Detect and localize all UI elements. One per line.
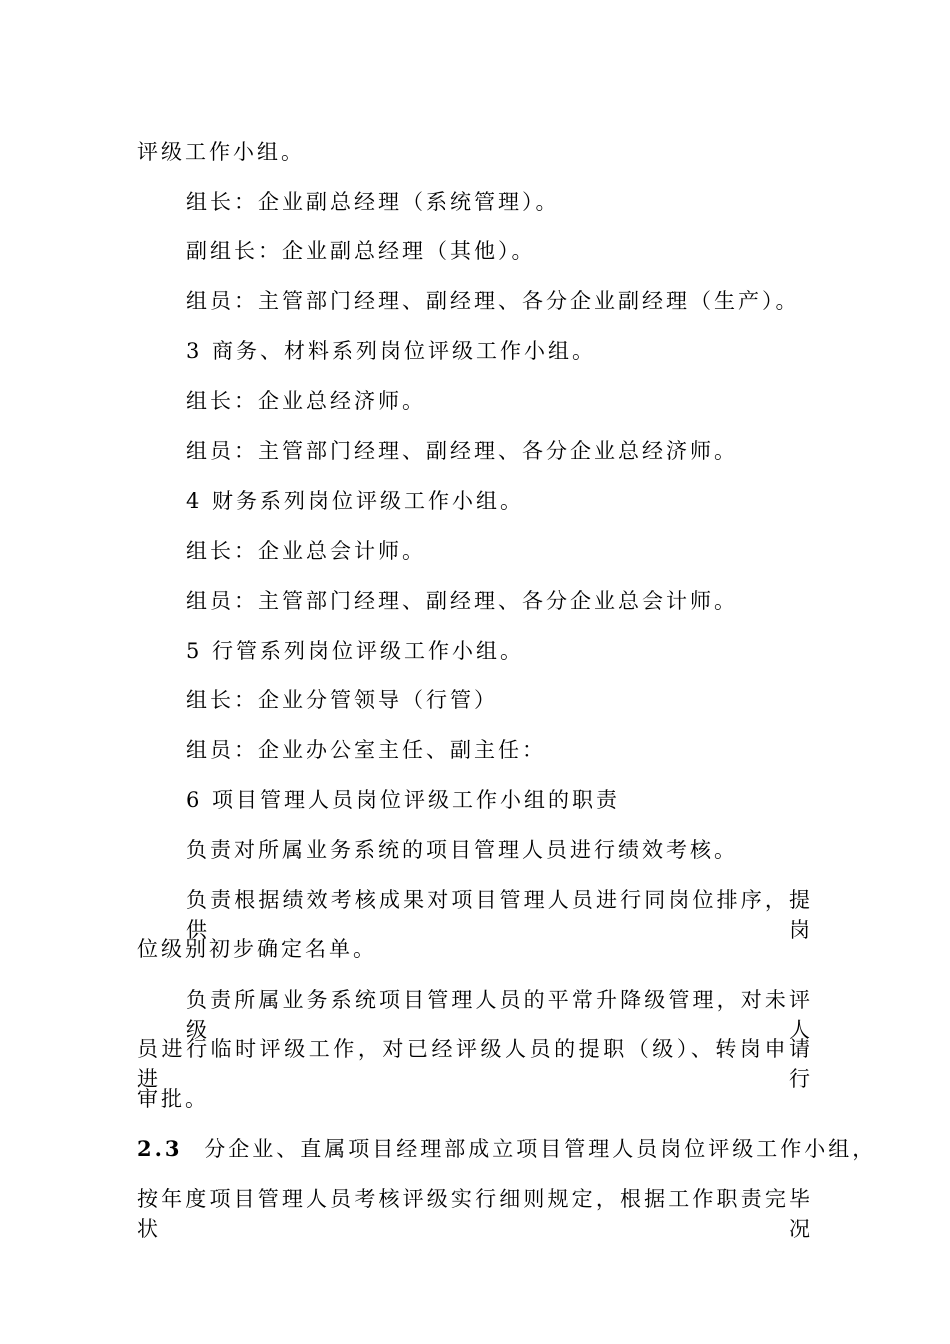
text-line: 审批。 — [137, 1087, 209, 1111]
text-line: 员进行临时评级工作，对已经评级人员的提职（级）、转岗申请进行 — [137, 1037, 813, 1091]
text-line: 组长：企业总经济师。 — [186, 389, 426, 413]
text-line: 组长：企业总会计师。 — [186, 539, 426, 563]
text-line: 组长：企业分管领导（行管） — [186, 688, 498, 712]
text-line: 组员：企业办公室主任、副主任： — [186, 738, 546, 762]
text-line: 副组长：企业副总经理（其他）。 — [186, 239, 536, 263]
section-number: 2.3 — [137, 1136, 183, 1161]
text-line: 位级别初步确定名单。 — [137, 937, 377, 961]
text-line: 负责所属业务系统项目管理人员的平常升降级管理，对未评级人 — [186, 988, 813, 1042]
section-line — [137, 1134, 877, 1164]
text-line: 按年度项目管理人员考核评级实行细则规定，根据工作职责完毕状况 — [137, 1187, 813, 1241]
text-line: 组员：主管部门经理、副经理、各分企业副经理（生产）。 — [186, 289, 800, 313]
text-line: 组长：企业副总经理（系统管理）。 — [186, 190, 560, 214]
text-line: 组员：主管部门经理、副经理、各分企业总会计师。 — [186, 589, 738, 613]
text-line: 5 行管系列岗位评级工作小组。 — [186, 639, 525, 663]
text-line: 组员：主管部门经理、副经理、各分企业总经济师。 — [186, 439, 738, 463]
text-line: 负责根据绩效考核成果对项目管理人员进行同岗位排序，提供岗 — [186, 888, 813, 942]
text-line: 4 财务系列岗位评级工作小组。 — [186, 489, 525, 513]
section-text: 分企业、直属项目经理部成立项目管理人员岗位评级工作小组， — [204, 1137, 877, 1161]
text-line: 3 商务、材料系列岗位评级工作小组。 — [186, 339, 597, 363]
text-line: 负责对所属业务系统的项目管理人员进行绩效考核。 — [186, 838, 738, 862]
text-line: 6 项目管理人员岗位评级工作小组的职责 — [186, 788, 621, 812]
text-line: 评级工作小组。 — [137, 140, 305, 164]
